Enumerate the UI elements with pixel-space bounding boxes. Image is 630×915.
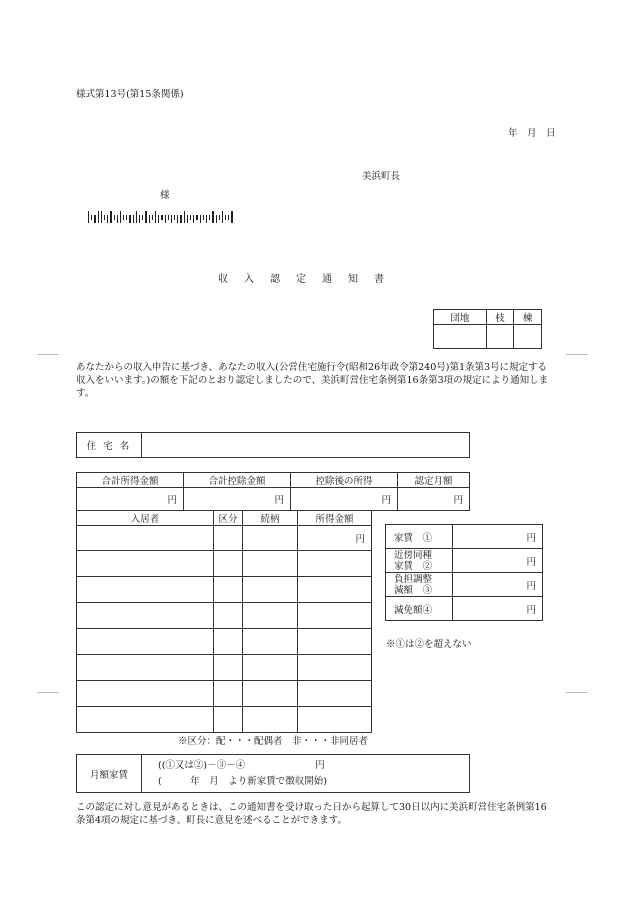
resident-name[interactable] [77,707,214,733]
barcode-bar [104,215,105,220]
rent-note: ※①は②を超えない [386,639,472,650]
resident-type[interactable] [214,681,243,707]
barcode-bar [129,215,130,223]
monthly-rent-table [76,754,470,793]
resident-income[interactable] [298,707,372,733]
resident-name[interactable] [77,526,214,551]
barcode-bar [139,215,140,223]
income-table [76,472,470,511]
resident-income[interactable]: 円 [298,526,372,551]
income-total[interactable]: 円 [77,488,184,511]
margin-mark [37,692,59,693]
unit-box [433,309,542,349]
barcode-bar [88,211,89,223]
table-row [77,655,372,681]
income-header: 合計所得金額 [77,473,184,488]
form-number: 様式第13号(第15条関係) [76,89,184,100]
unit-header-eda: 枝 [486,310,514,325]
unit-value-mune[interactable] [514,325,542,349]
resident-type[interactable] [214,655,243,681]
rent-value[interactable]: 円 [453,573,543,597]
barcode-bar [107,215,108,223]
resident-relation[interactable] [243,526,298,551]
barcode-bar [110,211,111,223]
barcode-bar [180,215,181,223]
resident-relation[interactable] [243,603,298,629]
rent-table [385,524,543,621]
resident-relation[interactable] [243,629,298,655]
resident-type[interactable] [214,577,243,603]
income-after-deduction[interactable]: 円 [291,488,398,511]
barcode-bar [155,211,156,223]
rent-label: 負担調整 減額 ③ [386,573,453,597]
resident-name[interactable] [77,681,214,707]
resident-income[interactable] [298,577,372,603]
resident-type[interactable] [214,526,243,551]
barcode-bar [225,215,226,220]
resident-relation[interactable] [243,681,298,707]
rent-value[interactable]: 円 [453,597,543,621]
barcode-bar [165,215,166,223]
resident-type[interactable] [214,551,243,577]
unit-value-eda[interactable] [486,325,514,349]
table-row [77,551,372,577]
barcode-bar [187,215,188,223]
monthly-rent-formula: ((①又は②)－③－④ [158,759,246,771]
barcode-bar [114,215,115,220]
barcode-bar [231,211,232,223]
resident-income[interactable] [298,603,372,629]
certified-monthly[interactable]: 円 [398,488,470,511]
table-row [77,681,372,707]
footer-text: この認定に対し意見があるときは、この通知書を受け取った日から起算して30日以内に美浜町営住宅条例第16条第4項の規定に基づき、町長に意見を述べることができます。 [76,802,547,826]
barcode-bar [123,215,124,220]
house-name-table [76,432,470,458]
barcode-bar [209,215,210,220]
rent-label: 近傍同種 家賃 ② [386,549,453,573]
resident-type[interactable] [214,603,243,629]
rent-label: 家賃 ① [386,525,453,549]
recipient-suffix: 様 [160,190,170,201]
unit-header-mune: 棟 [514,310,542,325]
barcode-bar [142,215,143,220]
barcode-bar [200,215,201,223]
barcode-bar [193,215,194,223]
barcode-bar [184,211,185,223]
resident-relation[interactable] [243,577,298,603]
barcode-bar [171,215,172,223]
table-row [77,707,372,733]
resident-name[interactable] [77,551,214,577]
resident-relation[interactable] [243,655,298,681]
resident-type-note: ※区分：配・・・配偶者 非・・・非同居者 [178,736,369,747]
resident-header: 続柄 [243,511,298,526]
monthly-rent-yen: 円 [315,759,325,771]
barcode-bar [133,215,134,223]
resident-relation[interactable] [243,551,298,577]
rent-value[interactable]: 円 [453,549,543,573]
resident-relation[interactable] [243,707,298,733]
resident-name[interactable] [77,655,214,681]
resident-name[interactable] [77,603,214,629]
margin-mark [566,692,588,693]
margin-mark [566,354,588,355]
postal-barcode [88,211,233,223]
table-row [77,577,372,603]
barcode-bar [206,215,207,223]
table-row [77,526,372,551]
monthly-rent-start: ( 年 月 より新家賃で徴収開始) [158,775,327,787]
barcode-bar [126,215,127,220]
barcode-bar [190,215,191,220]
resident-name[interactable] [77,577,214,603]
rent-value[interactable]: 円 [453,525,543,549]
resident-income[interactable] [298,551,372,577]
unit-header-danchi: 団地 [434,310,487,325]
barcode-bar [120,211,121,223]
barcode-bar [158,215,159,223]
unit-value-danchi[interactable] [434,325,487,349]
barcode-bar [177,215,178,223]
barcode-bar [216,215,217,223]
income-header: 合計控除金額 [184,473,291,488]
income-header: 控除後の所得 [291,473,398,488]
barcode-bar [117,215,118,223]
barcode-bar [222,211,223,223]
page-title: 収 入 認 定 通 知 書 [218,274,387,285]
resident-header: 所得金額 [298,511,372,526]
issuer: 美浜町長 [362,171,401,182]
barcode-bar [212,211,213,223]
barcode-bar [101,211,102,223]
income-header: 認定月額 [398,473,470,488]
intro-text: あなたからの収入申告に基づき、あなたの収入(公営住宅施行令(昭和26年政令第240号)第1条第3号に規定する収入をいいます。)の額を下記のとおり認定しましたので、美浜町営住宅条例第16条第3項の規定により通知します。 [76,362,549,399]
deduction-total[interactable]: 円 [184,488,291,511]
table-row [77,629,372,655]
resident-header: 入居者 [77,511,214,526]
residents-table [76,510,372,733]
house-name-value[interactable] [142,433,470,458]
margin-mark [37,354,59,355]
resident-type[interactable] [214,707,243,733]
monthly-rent-label: 月額家賃 [77,755,142,793]
barcode-bar [98,211,99,223]
barcode-bar [136,211,137,223]
table-row [77,603,372,629]
resident-income[interactable] [298,681,372,707]
house-name-label: 住 宅 名 [77,433,142,458]
barcode-bar [203,215,204,220]
issue-date: 年 月 日 [508,128,556,139]
barcode-bar [149,215,150,223]
barcode-bar [152,215,153,220]
barcode-bar [228,215,229,220]
barcode-bar [219,215,220,220]
resident-income[interactable] [298,629,372,655]
barcode-bar [168,215,169,220]
resident-income[interactable] [298,655,372,681]
rent-label: 減免額④ [386,597,453,621]
resident-type[interactable] [214,629,243,655]
barcode-bar [196,215,197,220]
barcode-bar [94,215,95,223]
barcode-bar [174,215,175,220]
barcode-bar [145,211,146,223]
resident-name[interactable] [77,629,214,655]
barcode-bar [91,215,92,220]
barcode-bar [161,215,162,220]
resident-header: 区分 [214,511,243,526]
